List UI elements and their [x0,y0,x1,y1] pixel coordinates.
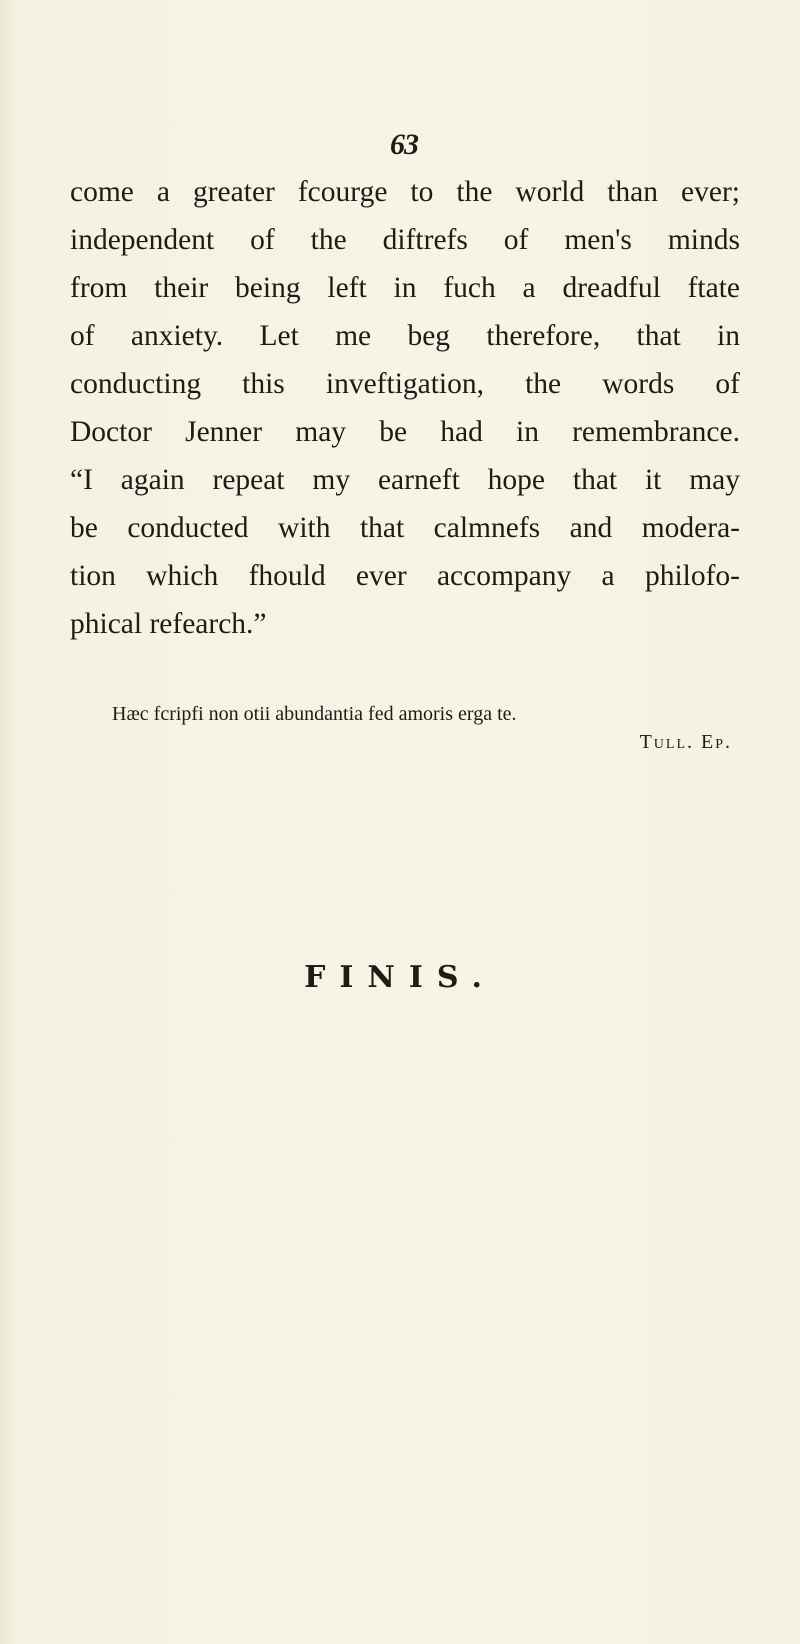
text-line: from their being left in fuch a dreadful ftate [70,272,740,304]
epigraph-quote: Hæc fcripfi non otii abundantia fed amoris erga te. [112,703,517,725]
epigraph [112,700,732,756]
text-line: independent of the diftrefs of men's minds [70,224,740,256]
text-line: of anxiety. Let me beg therefore, that in [70,320,740,352]
text-line: tion which fhould ever accompany a philofo- [70,560,740,592]
page-number: 63 [390,128,418,161]
text-line: phical refearch.” [70,608,267,640]
text-line: conducting this inveftigation, the words of [70,368,740,400]
text-line: Doctor Jenner may be had in remembrance. [70,416,740,448]
finis-heading: FINIS. [304,960,496,995]
body-text [70,168,740,648]
text-line: “I again repeat my earneft hope that it may [70,464,740,496]
text-line: be conducted with that calmnefs and modera- [70,512,740,544]
epigraph-source: Tull. Ep. [639,731,732,753]
text-line: come a greater fcourge to the world than ever; [70,176,740,208]
